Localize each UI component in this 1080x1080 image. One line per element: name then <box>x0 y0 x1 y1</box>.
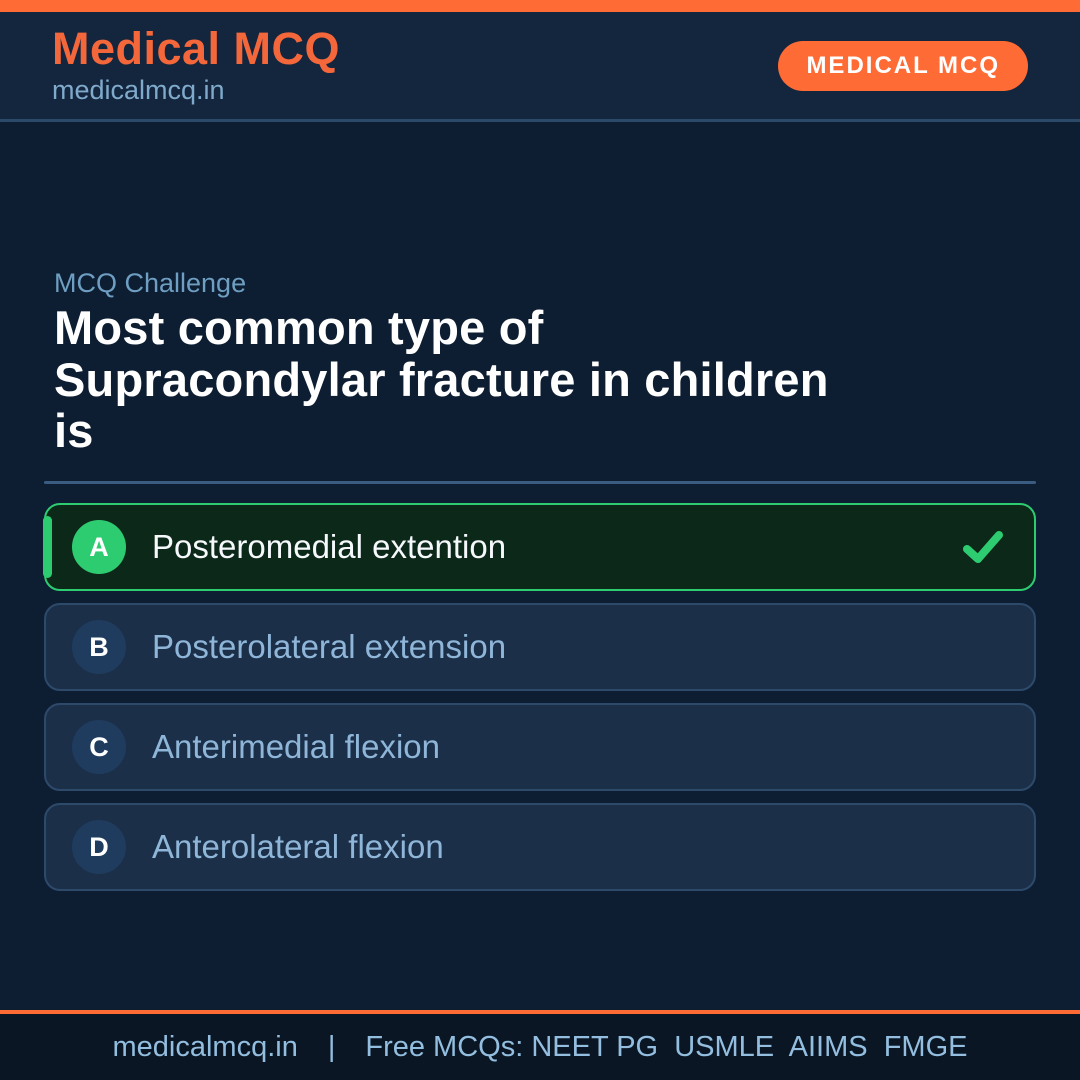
footer <box>0 1014 1080 1080</box>
option-c-letter-badge: C <box>72 720 126 774</box>
brand-title: Medical MCQ <box>52 23 341 75</box>
option-b-label: Posterolateral extension <box>152 628 507 665</box>
brand-badge: MEDICAL MCQ <box>778 41 1028 91</box>
option-a-label: Posteromedial extention <box>152 528 507 565</box>
mcq-eyebrow: MCQ Challenge <box>54 268 247 298</box>
option-b-letter-badge: B <box>72 620 126 674</box>
option-d-label: Anterolateral flexion <box>152 828 444 865</box>
option-c-label: Anterimedial flexion <box>152 728 440 765</box>
brand-block <box>52 25 340 105</box>
option-d-letter-badge: D <box>72 820 126 874</box>
option-d[interactable] <box>44 803 1036 891</box>
options-list <box>44 503 1036 891</box>
option-c[interactable] <box>44 703 1036 791</box>
check-icon <box>962 530 1004 564</box>
question-divider <box>44 481 1036 484</box>
option-a[interactable] <box>44 503 1036 591</box>
option-a-letter-badge: A <box>72 520 126 574</box>
option-b[interactable] <box>44 603 1036 691</box>
top-accent-bar <box>0 0 1080 12</box>
question-title: Most common type of Supracondylar fracture in children is <box>54 301 829 458</box>
brand-subtitle: medicalmcq.in <box>52 74 225 105</box>
footer-site: medicalmcq.in <box>112 1030 298 1063</box>
footer-separator: | <box>327 1030 336 1063</box>
footer-tagline: Free MCQs: NEET PG USMLE AIIMS FMGE <box>365 1030 968 1063</box>
app-header <box>0 12 1080 122</box>
